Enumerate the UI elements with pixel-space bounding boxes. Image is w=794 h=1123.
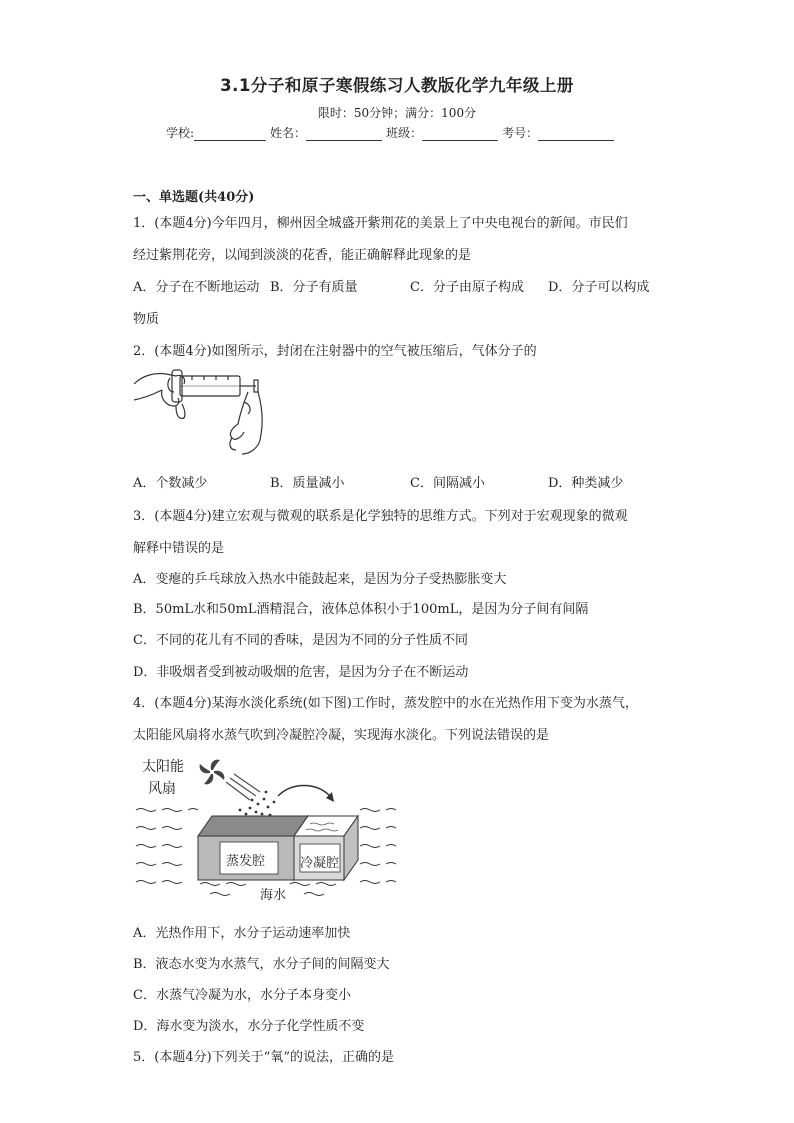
q2-option-d: D．种类减少	[548, 476, 624, 491]
wind-lines	[226, 774, 260, 800]
time-score-info: 限时：50分钟；满分：100分	[317, 106, 477, 120]
student-info-row	[166, 124, 618, 141]
q2-option-a: A．个数减少	[133, 476, 208, 491]
q2-option-c: C．间隔减小	[410, 476, 485, 491]
q4-stem-line1: 4．(本题4分)某海水淡化系统(如下图)工作时，蒸发腔中的水在光热作用下变为水蒸气，	[133, 696, 638, 711]
class-label: 班级：	[386, 126, 423, 140]
seawater-label: 海水	[260, 888, 287, 903]
q1-option-d-continued: 物质	[133, 312, 160, 327]
q4-option-a: A．光热作用下，水分子运动速率加快	[133, 926, 351, 941]
solar-fan-icon	[200, 760, 225, 785]
q4-option-c: C．水蒸气冷凝为水，水分子本身变小	[133, 988, 351, 1003]
q3-option-b: B．50mL水和50mL酒精混合，液体总体积小于100mL，是因为分子间有间隔	[133, 602, 589, 617]
q4-option-d: D．海水变为淡水，水分子化学性质不变	[133, 1019, 365, 1034]
desalination-figure	[130, 752, 410, 907]
school-label: 学校:	[166, 126, 195, 140]
page-title: 3.1分子和原子寒假练习人教版化学九年级上册	[220, 76, 574, 95]
q1-stem-line1: 1．(本题4分)今年四月，柳州因全城盛开紫荆花的美景上了中央电视台的新闻。市民们	[133, 216, 628, 231]
class-blank[interactable]	[422, 127, 498, 141]
q4-option-b: B．液态水变为水蒸气，水分子间的间隔变大	[133, 957, 390, 972]
q1-option-d: D．分子可以构成	[548, 280, 650, 295]
q3-stem-line1: 3．(本题4分)建立宏观与微观的联系是化学独特的思维方式。下列对于宏观现象的微观	[133, 509, 628, 524]
syringe-hands-illustration	[132, 362, 267, 457]
q3-option-d: D．非吸烟者受到被动吸烟的危害，是因为分子在不断运动	[133, 665, 469, 680]
vapor-flow-arrow	[278, 786, 330, 797]
q2-stem-line1: 2．(本题4分)如图所示，封闭在注射器中的空气被压缩后，气体分子的	[133, 344, 537, 359]
q1-option-c: C．分子由原子构成	[410, 280, 524, 295]
condensation-chamber-label: 冷凝腔	[300, 856, 340, 871]
q1-stem-line2: 经过紫荆花旁，以闻到淡淡的花香，能正确解释此现象的是	[133, 248, 472, 263]
q2-option-b: B．质量减小	[270, 476, 345, 491]
q1-option-a: A．分子在不断地运动	[133, 280, 260, 295]
q1-option-b: B．分子有质量	[270, 280, 358, 295]
q3-option-c: C．不同的花儿有不同的香味，是因为不同的分子性质不同	[133, 633, 468, 648]
q3-option-a: A．变瘪的乒乓球放入热水中能鼓起来，是因为分子受热膨胀变大	[133, 572, 507, 587]
solar-fan-label-1: 太阳能	[142, 759, 184, 775]
name-label: 姓名：	[270, 126, 307, 140]
q5-stem-line1: 5．(本题4分)下列关于“氧”的说法，正确的是	[133, 1050, 394, 1065]
solar-fan-label-2: 风扇	[148, 781, 176, 797]
exam-number-label: 考号：	[502, 126, 539, 140]
section-heading: 一、单选题(共40分)	[133, 190, 255, 205]
name-blank[interactable]	[306, 127, 382, 141]
q3-stem-line2: 解释中错误的是	[133, 541, 225, 556]
exam-number-blank[interactable]	[538, 127, 614, 141]
evaporation-chamber	[198, 816, 308, 880]
vapor-dots	[239, 791, 276, 817]
evaporation-chamber-label: 蒸发腔	[226, 854, 266, 869]
school-blank[interactable]	[194, 127, 266, 141]
q4-stem-line2: 太阳能风扇将水蒸气吹到冷凝腔冷凝，实现海水淡化。下列说法错误的是	[133, 728, 550, 743]
